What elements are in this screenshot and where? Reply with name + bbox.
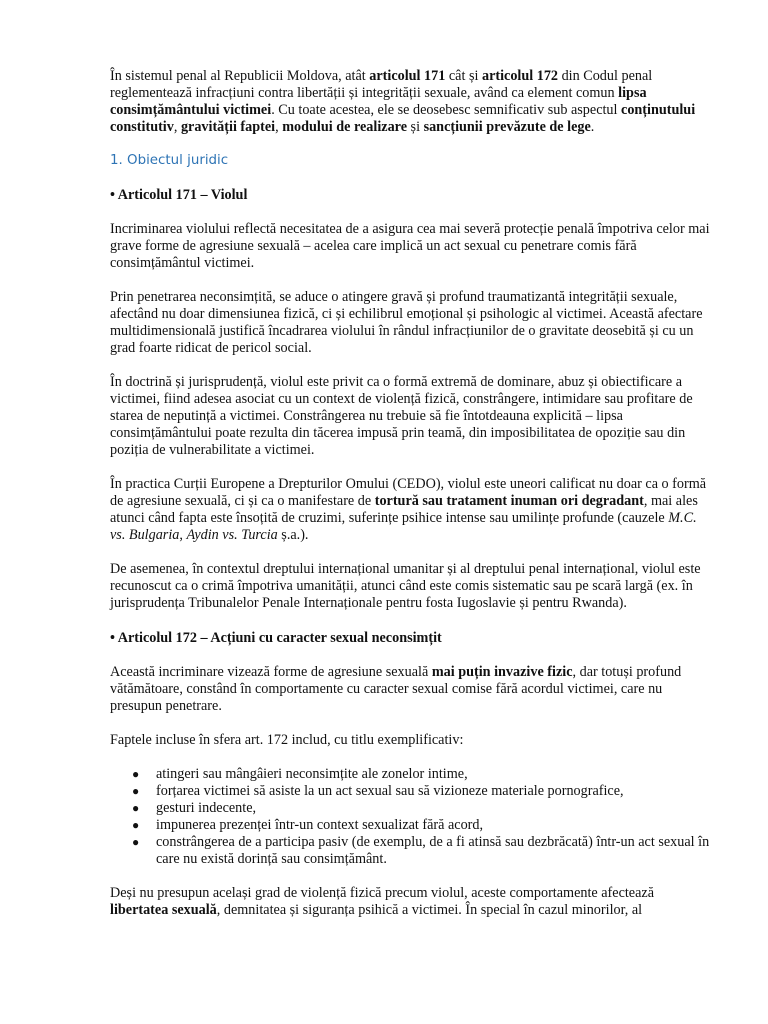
paragraph-text: , mai ales atunci când fapta este însoțită de cruzimi, suferințe psihice intense sau umilințe profunde (cauzele <box>110 493 698 526</box>
art171-paragraph-3: În doctrină și jurisprudență, violul este privit ca o formă extremă de dominare, abuz și obiectificare a victimei, fiind adesea asociat cu un context de violență fizică, constrângere, intimidare sau profitare de starea de neputință a victimei. Constrângerea nu trebuie să fie întotdeauna explicită – lipsa consimțământului poate rezulta din tăcerea impusă prin teamă, din imposibilitatea de opoziție sau din poziția de vulnerabilitate a victimei. <box>110 374 693 458</box>
paragraph-text: ș.a.). <box>277 527 309 543</box>
list-item <box>132 783 710 800</box>
art172-paragraph-2: Faptele incluse în sfera art. 172 includ, cu titlu exemplificativ: <box>110 732 464 748</box>
bullet-icon: ● <box>132 835 140 849</box>
case-aydin-turcia: Aydin vs. Turcia <box>186 527 278 543</box>
list-item <box>132 800 710 817</box>
art171-title: • Articolul 171 – Violul <box>110 187 248 203</box>
intro-bold-mode: modului de realizare <box>282 119 407 135</box>
section-heading-juridic-object: 1. Obiectul juridic <box>110 153 229 168</box>
list-item-text: constrângerea de a participa pasiv (de exemplu, de a fi atinsă sau dezbrăcată) într-un act sexual în care nu există dorință sau consimțământ. <box>156 834 710 867</box>
list-item-text: forțarea victimei să asiste la un act sexual sau să vizioneze materiale pornografice, <box>156 783 624 799</box>
intro-text: , <box>173 119 181 135</box>
list-item <box>132 834 710 868</box>
intro-text: , <box>275 119 283 135</box>
intro-bold-sanction: sancțiunii prevăzute de lege <box>423 119 591 135</box>
art171-paragraph-5: De asemenea, în contextul dreptului internațional umanitar și al dreptului penal internațional, violul este recunoscut ca o crimă împotriva umanității, atunci când este comis sistematic sau pe scară largă (ex. în jurisprudența Tribunalelor Penale Internaționale pentru fosta Iugoslavie și pentru Rwanda). <box>110 561 701 611</box>
bullet-icon: ● <box>132 784 140 798</box>
case-mc-bulgaria: M.C. vs. Bulgaria <box>110 510 697 543</box>
intro-text: . Cu toate acestea, ele se deosebesc semnificativ sub aspectul <box>271 102 622 118</box>
intro-bold-content: conținutului constitutiv <box>110 102 696 135</box>
bullet-icon: ● <box>132 801 140 815</box>
list-item <box>132 817 710 834</box>
list-item-text: impunerea prezenței într-un context sexualizat fără acord, <box>156 817 484 833</box>
intro-text: din Codul penal reglementează infracțiuni contra libertății și integrității sexuale, având ca element comun <box>110 68 653 101</box>
list-item-text: gesturi indecente, <box>156 800 257 816</box>
paragraph-text: , dar totuși profund vătămătoare, constând în comportamente cu caracter sexual comise fără acordul victimei, care nu presupun penetrare. <box>110 664 682 714</box>
paragraph-text: În practica Curții Europene a Drepturilor Omului (CEDO), violul este uneori calificat nu doar ca o formă de agresiune sexuală, ci și ca o manifestare de <box>110 476 707 509</box>
bullet-icon: ● <box>132 818 140 832</box>
art172-paragraph-3 <box>110 885 710 919</box>
document-page <box>110 60 710 919</box>
list-item-text: atingeri sau mângâieri neconsimțite ale zonelor intime, <box>156 766 468 782</box>
paragraph-text: , <box>179 527 187 543</box>
intro-paragraph <box>110 68 710 136</box>
paragraph-text: Deși nu presupun același grad de violență fizică precum violul, aceste comportamente afectează <box>110 885 654 901</box>
intro-bold-gravity: gravității faptei <box>180 119 276 135</box>
art172-paragraph-1 <box>110 664 710 715</box>
intro-bold-consent: lipsa consimțământului victimei <box>110 85 647 118</box>
bold-sexual-freedom: libertatea sexuală <box>110 902 217 918</box>
list-item <box>132 766 710 783</box>
art171-paragraph-4 <box>110 476 710 544</box>
art171-paragraph-2: Prin penetrarea neconsimțită, se aduce o atingere gravă și profund traumatizantă integrității sexuale, afectând nu doar dimensiunea fizică, ci și echilibrul emoțional și psihologic al victimei. Această afectare multidimensională justifică încadrarea violului în rândul infracțiunilor de o gravitate deosebită și cu un grad foarte ridicat de pericol social. <box>110 289 703 356</box>
intro-text: cât și <box>445 68 482 84</box>
intro-bold-art172: articolul 172 <box>481 68 559 84</box>
art171-paragraph-1: Incriminarea violului reflectă necesitatea de a asigura cea mai severă protecție penală împotriva celor mai grave forme de agresiune sexuală – acelea care implică un act sexual cu penetrare comis fără consimțământul victimei. <box>110 221 710 271</box>
intro-text: și <box>407 119 424 135</box>
paragraph-text: Această incriminare vizează forme de agresiune sexuală <box>110 664 432 680</box>
intro-text: . <box>590 119 595 135</box>
bold-less-invasive: mai puțin invazive fizic <box>431 664 573 680</box>
bold-torture: tortură sau tratament inuman ori degradant <box>374 493 644 509</box>
art172-title: • Articolul 172 – Acțiuni cu caracter sexual neconsimțit <box>110 630 442 646</box>
intro-text: În sistemul penal al Republicii Moldova, atât <box>110 68 370 84</box>
intro-bold-art171: articolul 171 <box>369 68 446 84</box>
paragraph-text: , demnitatea și siguranța psihică a victimei. În special în cazul minorilor, al <box>216 902 643 918</box>
bullet-icon: ● <box>132 767 140 781</box>
examples-list <box>110 766 710 868</box>
